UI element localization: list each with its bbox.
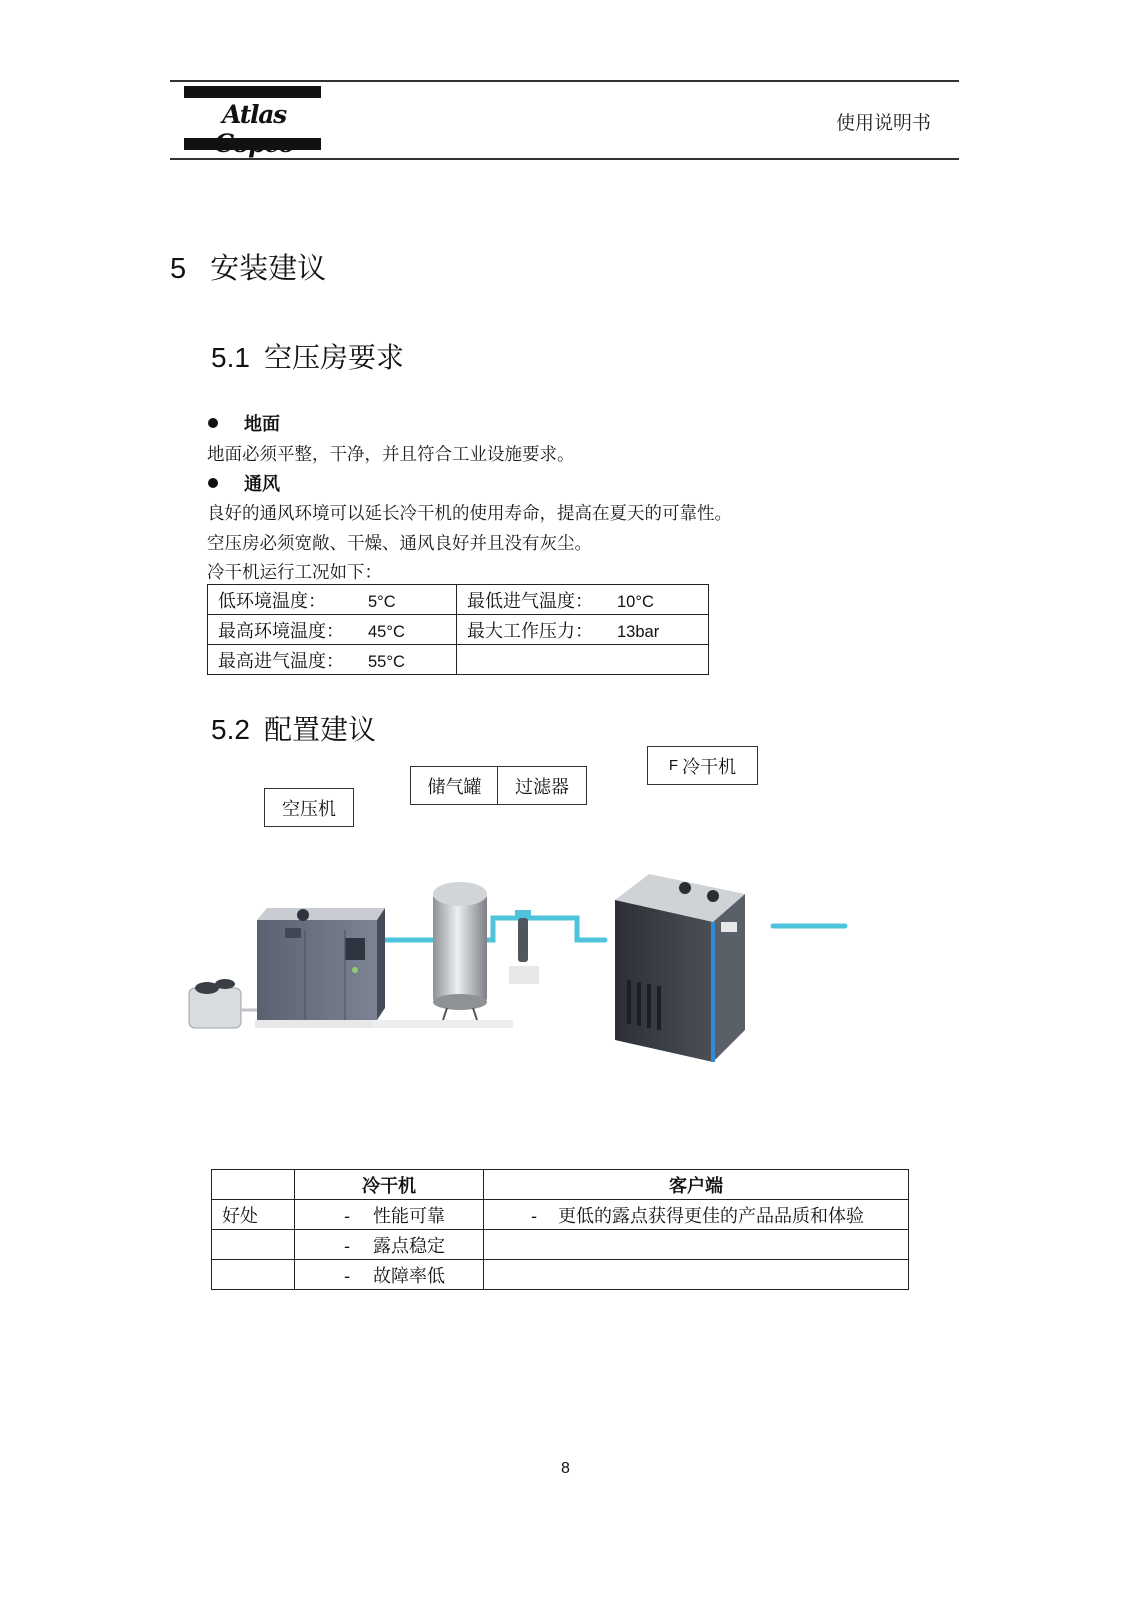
logo-bar-top bbox=[184, 86, 321, 98]
table-row bbox=[212, 1260, 909, 1290]
page-number: 8 bbox=[561, 1460, 570, 1477]
section-52-number: 5.2 bbox=[211, 714, 250, 745]
dryer-benefit: 故障率低 bbox=[373, 1265, 445, 1287]
bullet-ventilation bbox=[208, 470, 280, 496]
section-5-title: 安装建议 bbox=[210, 251, 327, 285]
condition-label: 最低进气温度： bbox=[467, 590, 593, 612]
table-cell bbox=[212, 1230, 295, 1260]
table-cell bbox=[295, 1200, 484, 1230]
dash: - bbox=[343, 1235, 351, 1257]
row-label: 好处 bbox=[212, 1200, 295, 1230]
label-compressor bbox=[264, 788, 354, 827]
operating-conditions-table bbox=[207, 584, 709, 675]
dryer-benefit: 性能可靠 bbox=[373, 1205, 445, 1227]
bullet-ventilation-label: 通风 bbox=[244, 474, 280, 495]
table-row bbox=[208, 615, 709, 645]
table-cell bbox=[295, 1260, 484, 1290]
table-row bbox=[208, 585, 709, 615]
compressor-unit bbox=[255, 908, 385, 1028]
dash: - bbox=[343, 1205, 351, 1227]
para-ventilation-2: 空压房必须宽敞、干燥、通风良好并且没有灰尘。 bbox=[207, 534, 592, 554]
table-cell bbox=[208, 615, 457, 645]
table-cell bbox=[208, 585, 457, 615]
installation-illustration bbox=[185, 870, 885, 1080]
label-dryer-prefix: F bbox=[668, 757, 679, 774]
section-51-heading bbox=[211, 336, 404, 376]
table-cell bbox=[295, 1230, 484, 1260]
section-51-number: 5.1 bbox=[211, 342, 250, 373]
para-conditions-intro: 冷干机运行工况如下： bbox=[207, 563, 382, 583]
condition-value: 5°C bbox=[368, 592, 396, 611]
table-cell bbox=[484, 1230, 909, 1260]
table-cell bbox=[457, 585, 709, 615]
section-5-heading bbox=[170, 246, 326, 287]
table-cell bbox=[484, 1260, 909, 1290]
atlas-copco-logo: Atlas bbox=[222, 100, 286, 129]
header-bottom-rule bbox=[170, 158, 959, 160]
label-filter-text: 过滤器 bbox=[515, 776, 569, 798]
refrigerated-dryer bbox=[615, 874, 745, 1062]
table-cell bbox=[484, 1200, 909, 1230]
table-cell bbox=[457, 645, 709, 675]
header-top-rule bbox=[170, 80, 959, 82]
table-header-cell: 客户端 bbox=[484, 1170, 909, 1200]
benefits-table bbox=[211, 1169, 909, 1290]
label-dryer bbox=[647, 746, 758, 785]
drain-unit bbox=[189, 979, 257, 1028]
table-header-cell bbox=[212, 1170, 295, 1200]
table-cell bbox=[208, 645, 457, 675]
label-filter bbox=[497, 766, 587, 805]
bullet-floor-label: 地面 bbox=[244, 414, 280, 435]
condition-value: 13bar bbox=[617, 622, 660, 641]
section-5-number: 5 bbox=[170, 253, 187, 285]
table-row bbox=[212, 1170, 909, 1200]
bullet-floor bbox=[208, 410, 280, 436]
dash: - bbox=[530, 1205, 538, 1227]
condition-label: 最高环境温度： bbox=[218, 620, 344, 642]
table-header-cell: 冷干机 bbox=[295, 1170, 484, 1200]
condition-label: 低环境温度： bbox=[218, 590, 326, 612]
section-51-title: 空压房要求 bbox=[263, 341, 404, 374]
bullet-dot bbox=[208, 418, 218, 428]
para-floor: 地面必须平整，干净，并且符合工业设施要求。 bbox=[207, 445, 575, 465]
table-cell bbox=[457, 615, 709, 645]
label-tank bbox=[410, 766, 499, 805]
bullet-dot bbox=[208, 478, 218, 488]
table-cell bbox=[212, 1260, 295, 1290]
section-52-title: 配置建议 bbox=[263, 713, 376, 746]
dash: - bbox=[343, 1265, 351, 1287]
condition-label: 最大工作压力： bbox=[467, 620, 593, 642]
dryer-benefit: 露点稳定 bbox=[373, 1235, 445, 1257]
doc-title: 使用说明书 bbox=[836, 112, 932, 134]
label-dryer-text: 冷干机 bbox=[682, 756, 737, 778]
label-tank-text: 储气罐 bbox=[427, 776, 482, 798]
condition-label: 最高进气温度： bbox=[218, 650, 344, 672]
condition-value: 45°C bbox=[368, 622, 405, 641]
table-row bbox=[212, 1230, 909, 1260]
condition-value: 10°C bbox=[617, 592, 654, 611]
client-benefit: 更低的露点获得更佳的产品品质和体验 bbox=[558, 1205, 864, 1227]
para-ventilation-1: 良好的通风环境可以延长冷干机的使用寿命，提高在夏天的可靠性。 bbox=[207, 504, 732, 524]
table-row bbox=[208, 645, 709, 675]
section-52-heading bbox=[211, 708, 376, 748]
air-filter bbox=[509, 910, 539, 984]
condition-value: 55°C bbox=[368, 652, 405, 671]
label-compressor-text: 空压机 bbox=[282, 798, 336, 820]
air-tank bbox=[373, 882, 513, 1028]
table-row bbox=[212, 1200, 909, 1230]
logo-bar-bottom bbox=[184, 138, 321, 150]
